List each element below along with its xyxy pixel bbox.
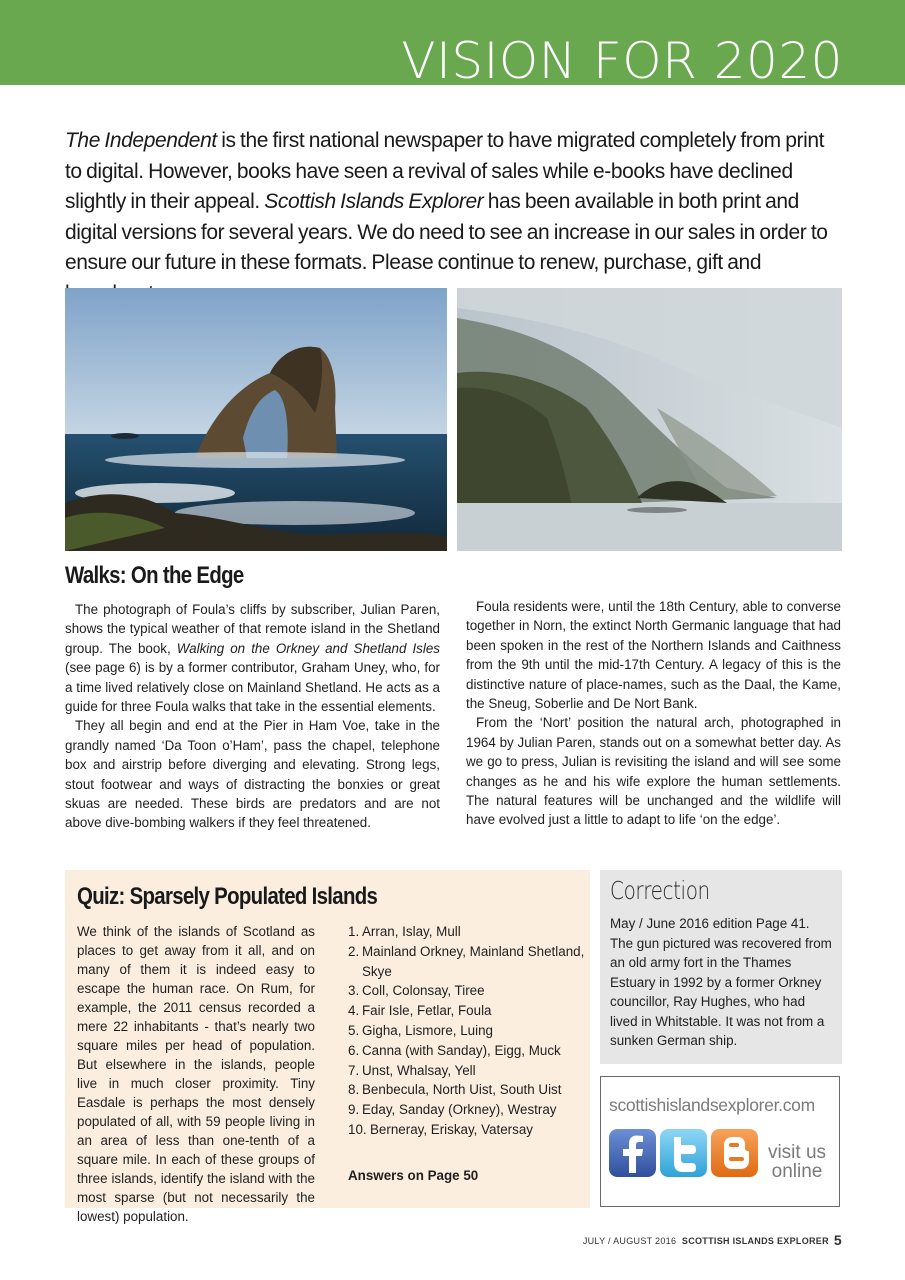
quiz-question-item [348, 1021, 588, 1041]
quiz-answers-note: Answers on Page 50 [348, 1168, 479, 1183]
quiz-question-item [348, 1061, 588, 1081]
quiz-question-number: 6. [348, 1042, 360, 1058]
quiz-box [65, 870, 590, 1224]
footer-magazine: SCOTTISH ISLANDS EXPLORER [681, 1236, 829, 1246]
quiz-intro-text: We think of the islands of Scotland as places to get away from it all, and on many of them it is indeed easy to escape the human race. On Rum, for example, the 2011 census recorded a mere 22 inhabitants - that’s nearly two square miles per head of population. But elsewhere in the islands, people live in much closer proximity. Tiny Easdale is perhaps the most densely populated of all, with 59 people living in an area of less than one-tenth of a square mile. In each of these groups of three islands, identify the island with the most sparse (but not necessarily the lowest) population. [77, 924, 315, 1224]
quiz-question-item [348, 942, 588, 982]
quiz-question-item [348, 1080, 588, 1100]
banner-title: VISION FOR 2020 [401, 32, 843, 85]
correction-box [600, 870, 842, 1064]
quiz-question-text: Unst, Whalsay, Yell [362, 1062, 476, 1078]
quiz-question-item [348, 1100, 588, 1120]
quiz-question-text: Eday, Sanday (Orkney), Westray [362, 1102, 557, 1118]
quiz-question-number: 10. [348, 1121, 367, 1137]
visit-line-2: online [771, 1161, 823, 1182]
quiz-question-text: Berneray, Eriskay, Vatersay [370, 1121, 533, 1137]
intro-text-2: has been available in both print and digital versions for several years. We do need to see an increase in our sales in order to ensure our future in these formats. Please continue to renew, purchase, gift and [65, 190, 828, 274]
walks-column-right [466, 597, 841, 830]
facebook-icon[interactable] [609, 1129, 656, 1177]
walks-p1-text-a: The photograph of Foula’s cliffs by subscriber, Julian Paren, shows the typical weather of that remote island in the Shetland group. The book, [65, 602, 440, 656]
visit-line-1: visit us [767, 1142, 827, 1163]
walks-heading: Walks: On the Edge [65, 562, 244, 589]
header-banner [0, 0, 905, 85]
quiz-question-number: 9. [348, 1102, 360, 1118]
walks-paragraph-1 [65, 600, 440, 716]
footer-issue: JULY / AUGUST 2016 [582, 1236, 677, 1246]
blogger-icon[interactable] [711, 1129, 758, 1177]
quiz-question-text: Fair Isle, Fetlar, Foula [362, 1003, 492, 1019]
quiz-question-item [348, 1041, 588, 1061]
intro-paragraph [65, 126, 845, 309]
quiz-question-number: 4. [348, 1003, 360, 1019]
quiz-question-item [348, 1001, 588, 1021]
page-footer [583, 1232, 842, 1248]
quiz-question-text: Gigha, Lismore, Luing [362, 1022, 494, 1038]
quiz-question-number: 8. [348, 1082, 360, 1098]
walks-paragraph-4: From the ‘Nort’ position the natural arch, photographed in 1964 by Julian Paren, stands out on a somewhat better day. As we go to press, Julian is revisiting the island and will see some changes as he and his wife explore the human settlements. The natural features will be unchanged and the wildlife will have evolved just a little to adapt to life ‘on the edge’. [466, 715, 841, 828]
walks-paragraph-3: Foula residents were, until the 18th Century, able to converse together in Norn, the extinct North Germanic language that had been spoken in the rest of the Northern Islands and Caithness from the 9th until the mid-17th Century. A legacy of this is the distinctive nature of place-names, such as the Daal, the Kame, the Sneug, Soberlie and De Nort Bank. [466, 599, 841, 712]
walks-paragraph-2: They all begin and end at the Pier in Ham Voe, take in the grandly named ‘Da Toon o’Ham’, pass the chapel, telephone box and airstrip before diverging and elevating. Strong legs, stout footwear and ways of distracting the bonxies or great skuas are needed. These birds are predators and are not above dive-bombing walkers if they feel threatened. [65, 718, 440, 831]
intro-text-1: is the first national newspaper to have migrated completely from print to digital. However, books have seen a revival of sales while e-books have declined slightly in their appeal. [65, 129, 825, 213]
quiz-question-number: 2. [348, 943, 360, 959]
page-number: 5 [833, 1232, 842, 1248]
visit-us-online-link[interactable] [762, 1143, 832, 1181]
twitter-icon[interactable] [660, 1129, 707, 1177]
quiz-question-number: 5. [348, 1022, 360, 1038]
quiz-question-list [348, 922, 588, 1140]
correction-title: Correction [610, 876, 710, 905]
quiz-question-item [348, 981, 588, 1001]
intro-title-independent: The Independent [65, 129, 217, 152]
website-url-link[interactable]: scottishislandsexplorer.com [609, 1095, 815, 1115]
quiz-question-number: 1. [348, 924, 360, 939]
walks-column-left [65, 600, 440, 833]
walks-book-title: Walking on the Orkney and Shetland Isles [176, 640, 440, 656]
quiz-question-text: Coll, Colonsay, Tiree [362, 983, 485, 999]
quiz-question-text: Arran, Islay, Mull [362, 924, 461, 939]
quiz-question-text: Benbecula, North Uist, South Uist [362, 1082, 562, 1098]
intro-title-sie: Scottish Islands Explorer [264, 190, 484, 213]
quiz-question-number: 7. [348, 1062, 360, 1078]
sea-arch-photo [65, 288, 447, 551]
quiz-question-text: Canna (with Sanday), Eigg, Muck [362, 1042, 561, 1058]
website-promo-box [600, 1076, 840, 1207]
correction-text: May / June 2016 edition Page 41. The gun pictured was recovered from an old army fort in the Thames Estuary in 1992 by a former Orkney councillor, Ray Hughes, who had lived in Whitstable. It was not from a sunken German ship. [610, 916, 832, 1048]
quiz-question-number: 3. [348, 983, 360, 999]
foula-cliffs-photo [457, 288, 842, 551]
quiz-question-item [348, 922, 588, 942]
quiz-question-item [348, 1120, 588, 1140]
walks-p1-text-b: (see page 6) is by a former contributor, Graham Uney, who, for a time lived relatively close on Mainland Shetland. He acts as a guide for three Foula walks that take in the essential elements. [65, 660, 440, 715]
quiz-question-text: Mainland Orkney, Mainland Shetland, Skye [362, 943, 585, 979]
quiz-title: Quiz: Sparsely Populated Islands [77, 883, 378, 910]
